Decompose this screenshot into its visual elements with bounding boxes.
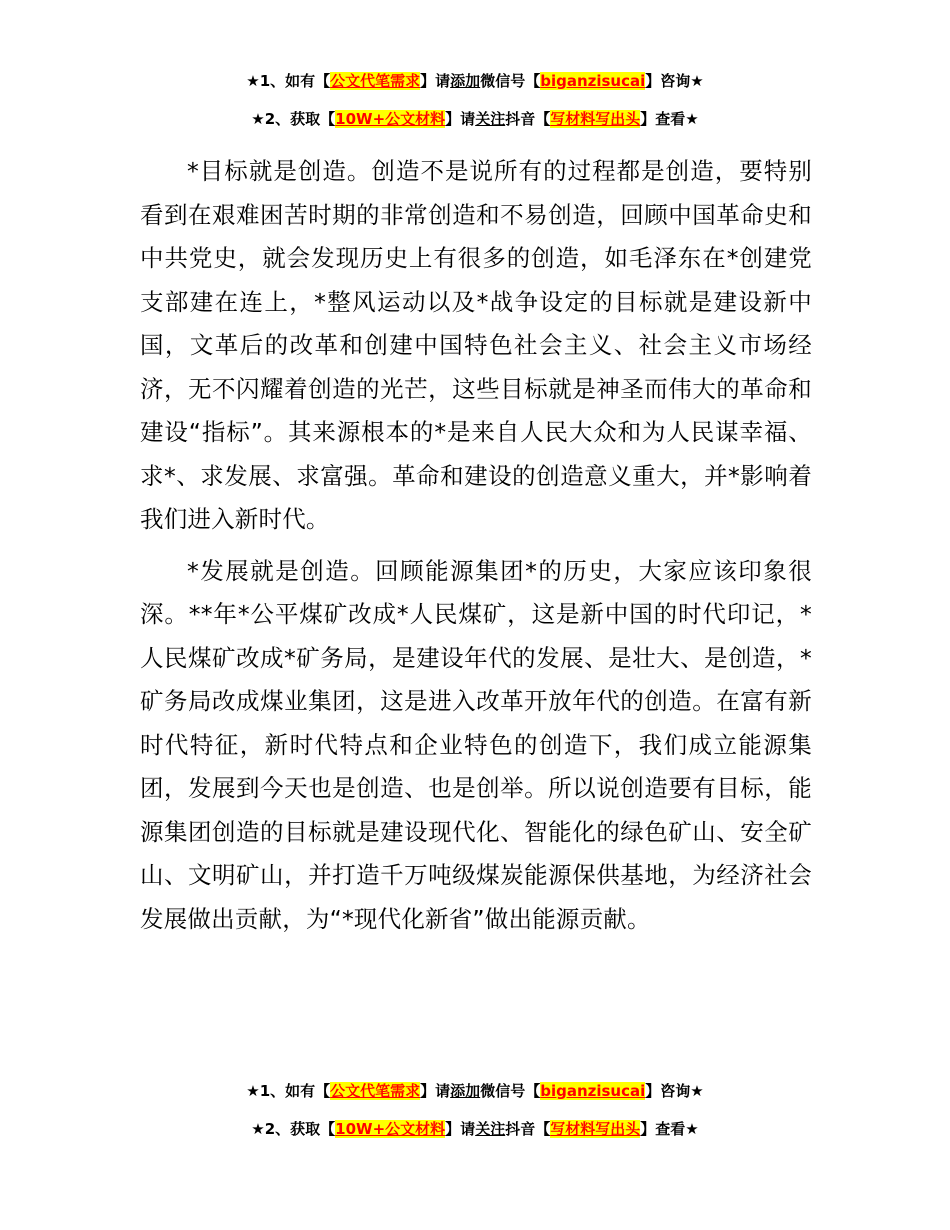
paragraph-development: *发展就是创造。回顾能源集团*的历史，大家应该印象很深。**年*公平煤矿改成*人民煤矿，这是新中国的时代印记，*人民煤矿改成*矿务局，是建设年代的发展、是壮大、是创造，*矿务局改成煤业集团，这是进入改革开放年代的创造。在富有新时代特征，新时代特点和企业特色的创造下，我们成立能源集团，发展到今天也是创造、也是创举。所以说创造要有目标，能源集团创造的目标就是建设现代化、智能化的绿色矿山、安全矿山、文明矿山，并打造千万吨级煤炭能源保供基地，为经济社会发展做出贡献，为“*现代化新省”做出能源贡献。 [140, 556, 812, 933]
highlight-wechat-id: biganzisucai [540, 72, 646, 90]
star-icon: ★ [246, 1082, 260, 1100]
banner-text: 】请 [420, 1082, 451, 1100]
banner-line-materials [0, 1114, 950, 1144]
star-icon: ★ [690, 72, 704, 90]
underlined-action: 添加 [450, 72, 481, 90]
underlined-action: 关注 [475, 1120, 506, 1138]
banner-text: 微信号【 [480, 1082, 541, 1100]
banner-text: 】请 [445, 110, 476, 128]
banner-text: 抖音【 [505, 110, 551, 128]
banner-text: 1、如有【 [259, 72, 331, 90]
banner-text: 】查看 [640, 1120, 686, 1138]
banner-text: 】查看 [640, 110, 686, 128]
star-icon: ★ [251, 1120, 265, 1138]
highlight-douyin-id: 写材料写出头 [550, 1120, 641, 1138]
banner-text: 2、获取【 [264, 110, 336, 128]
highlight-materials: 10W+公文材料 [335, 1120, 446, 1138]
banner-text: 2、获取【 [264, 1120, 336, 1138]
document-body [140, 150, 812, 941]
bottom-banner [0, 1076, 950, 1144]
star-icon: ★ [685, 110, 699, 128]
banner-text: 】咨询 [645, 1082, 691, 1100]
banner-line-consult [0, 66, 950, 96]
banner-line-materials [0, 104, 950, 134]
banner-text: 】请 [420, 72, 451, 90]
highlight-materials: 10W+公文材料 [335, 110, 446, 128]
banner-text: 】请 [445, 1120, 476, 1138]
highlight-wechat-id: biganzisucai [540, 1082, 646, 1100]
banner-text: 1、如有【 [259, 1082, 331, 1100]
highlight-douyin-id: 写材料写出头 [550, 110, 641, 128]
underlined-action: 关注 [475, 110, 506, 128]
banner-text: 微信号【 [480, 72, 541, 90]
banner-line-consult [0, 1076, 950, 1106]
star-icon: ★ [685, 1120, 699, 1138]
underlined-action: 添加 [450, 1082, 481, 1100]
paragraph-goal: *目标就是创造。创造不是说所有的过程都是创造，要特别看到在艰难困苦时期的非常创造和不易创造，回顾中国革命史和中共党史，就会发现历史上有很多的创造，如毛泽东在*创建党支部建在连上，*整风运动以及*战争设定的目标就是建设新中国，文革后的改革和创建中国特色社会主义、社会主义市场经济，无不闪耀着创造的光芒，这些目标就是神圣而伟大的革命和建设“指标”。其来源根本的*是来自人民大众和为人民谋幸福、求*、求发展、求富强。革命和建设的创造意义重大，并*影响着我们进入新时代。 [140, 157, 812, 533]
highlight-service: 公文代笔需求 [330, 72, 421, 90]
banner-text: 】咨询 [645, 72, 691, 90]
star-icon: ★ [251, 110, 265, 128]
star-icon: ★ [690, 1082, 704, 1100]
star-icon: ★ [246, 72, 260, 90]
highlight-service: 公文代笔需求 [330, 1082, 421, 1100]
banner-text: 抖音【 [505, 1120, 551, 1138]
top-banner [0, 66, 950, 134]
